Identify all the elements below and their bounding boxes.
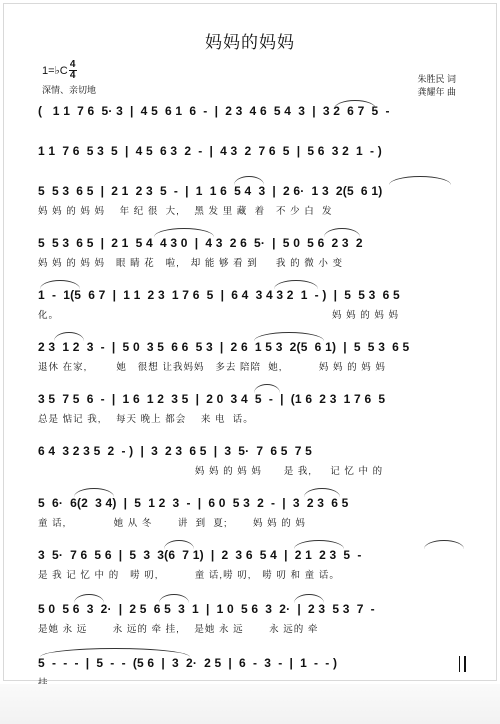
lyric-line-10: 是 我 记 忆 中 的 唠 叨, 童 话,唠 叨, 唠 叨 和 童 话。 — [38, 570, 340, 581]
lyricist-credit: 朱胜民 词 — [417, 74, 456, 84]
notation-line-6: 2 3 1 2 3 - | 5 0 3 5 6 6 5 3 | 2 6 1 5 3 2(5 6 1) | 5 5 3 6 5 — [38, 340, 410, 354]
time-top: 4 — [69, 59, 76, 70]
lyric-line-9: 童 话, 她 从 冬 讲 到 夏; 妈 妈 的 妈 — [38, 518, 306, 529]
expression-mark: 深情、亲切地 — [42, 85, 97, 95]
notation-line-7: 3 5 7 5 6 - | 1 6 1 2 3 5 | 2 0 3 4 5 - | (1 6 2 3 1 7 6 5 — [38, 392, 386, 406]
time-bottom: 4 — [69, 70, 76, 81]
composer-credit: 龚耀年 曲 — [417, 87, 456, 97]
notation-line-3: 5 5 3 6 5 | 2 1 2 3 5 - | 1 1 6 5 4 3 | 2 6· 1 3 2(5 6 1) — [38, 184, 383, 198]
notation-line-9: 5 6· 6(2 3 4) | 5 1 2 3 - | 6 0 5 3 2 - | 3 2 3 6 5 — [38, 496, 349, 510]
page-bottom-strip — [0, 684, 500, 724]
notation-line-1: ( 1 1 7 6 5· 3 | 4 5 6 1 6 - | 2 3 4 6 5 4 3 | 3 2 6 7 5 - — [38, 104, 390, 118]
score-sheet — [3, 3, 497, 681]
key-signature — [42, 60, 77, 81]
notation-line-5: 1 - 1(5 6 7 | 1 1 2 3 1 7 6 5 | 6 4 3 4 3 2 1 - ) | 5 5 3 6 5 — [38, 288, 400, 302]
lyric-line-3: 妈 妈 的 妈 妈 年 纪 很 大, 黑 发 里 藏 着 不 少 白 发 — [38, 206, 333, 217]
time-signature — [69, 60, 77, 81]
key-label: 1=♭C — [42, 65, 68, 77]
final-barline — [459, 656, 466, 672]
notation-line-10: 3 5· 7 6 5 6 | 5 3 3(6 7 1) | 2 3 6 5 4 | 2 1 2 3 5 - — [38, 548, 362, 562]
song-title: 妈妈的妈妈 — [205, 33, 295, 52]
lyric-line-6: 退休 在家, 她 很想 让我妈妈 多去 陪陪 她, 妈 妈 的 妈 妈 — [38, 362, 386, 373]
notation-line-12: 5 - - - | 5 - - (5 6 | 3 2· 2 5 | 6 - 3 - | 1 - - ) — [38, 656, 338, 670]
notation-line-11: 5 0 5 6 3 2· | 2 5 6 5 3 1 | 1 0 5 6 3 2· | 2 3 5 3 7 - — [38, 602, 375, 616]
notation-line-4: 5 5 3 6 5 | 2 1 5 4 4 3 0 | 4 3 2 6 5· | 5 0 5 6 2 3 2 — [38, 236, 363, 250]
notation-line-2: 1 1 7 6 5 3 5 | 4 5 6 3 2 - | 4 3 2 7 6 5 | 5 6 3 2 1 - ) — [38, 144, 382, 158]
notation-line-8: 6 4 3 2 3 5 2 - ) | 3 2 3 6 5 | 3 5· 7 6 5 7 5 — [38, 444, 312, 458]
lyric-line-11: 是她 永 远 永 远的 牵 挂, 是她 永 远 永 远的 牵 — [38, 624, 319, 635]
lyric-line-5: 化。 妈 妈 的 妈 妈 — [38, 310, 400, 321]
lyric-line-8: 妈 妈 的 妈 妈 是 我, 记 忆 中 的 — [194, 466, 384, 477]
lyric-line-7: 总是 惦记 我, 每天 晚上 都会 来 电 话。 — [38, 414, 254, 425]
lyric-line-4: 妈 妈 的 妈 妈 眼 睛 花 啦, 却 能 够 看 到 我 的 微 小 变 — [38, 258, 344, 269]
